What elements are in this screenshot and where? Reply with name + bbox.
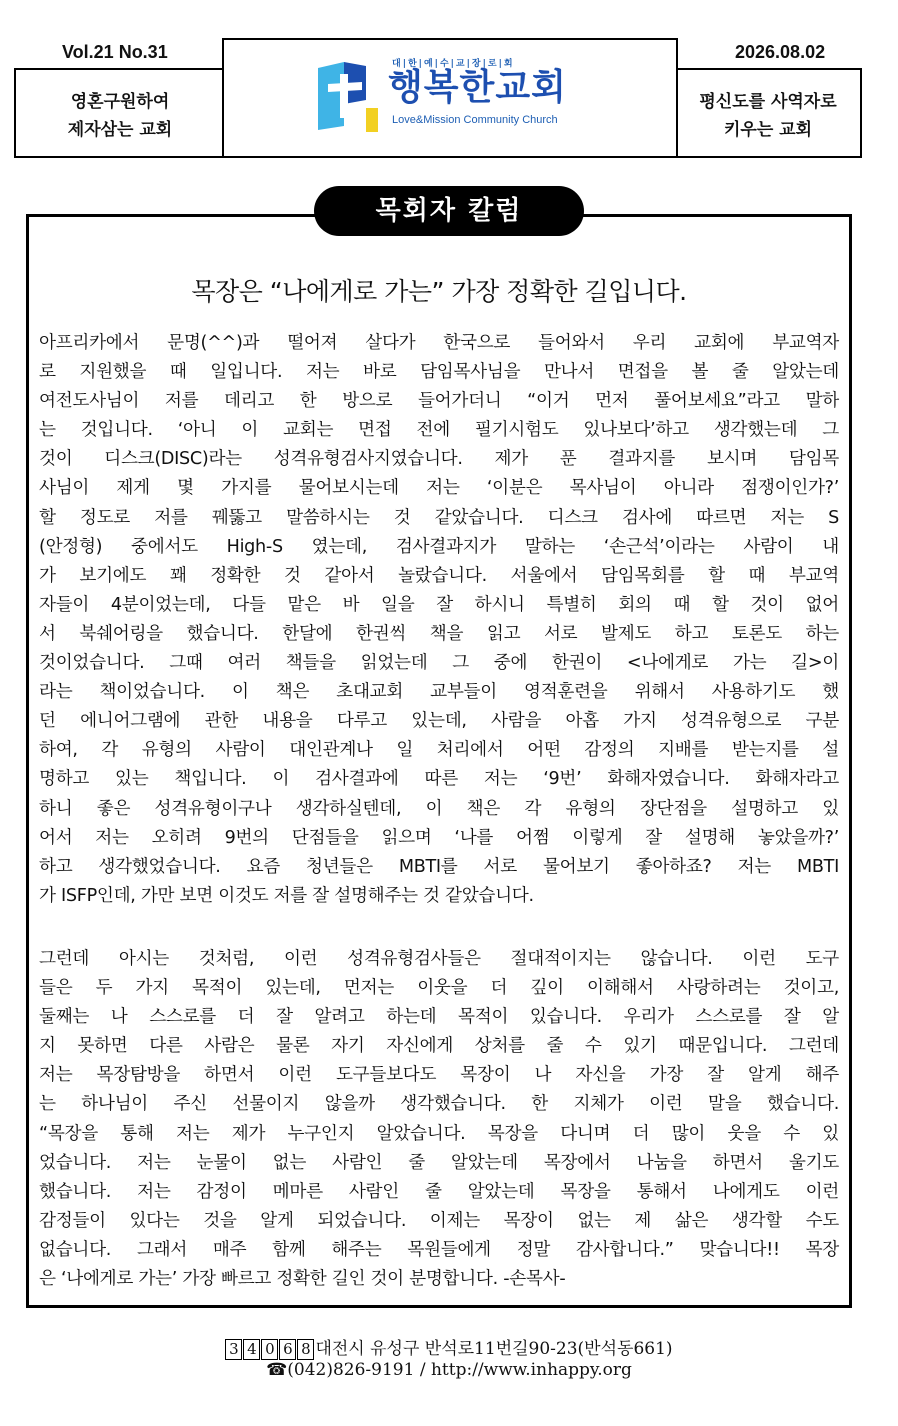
slogan-right-box <box>676 68 862 158</box>
logo-tagline: 대|한|예|수|교|장|로|회 <box>392 59 515 69</box>
slogan-left-line-2: 제자삼는 교회 <box>67 120 173 140</box>
slogan-right <box>676 88 860 144</box>
column-text-line: 었습니다. 저는 눈물이 없는 사람인 줄 알았는데 목장에서 나눔을 하면서 울기도 <box>39 1152 839 1173</box>
column-text-line: 것이 디스크(DISC)라는 성격유형검사지였습니다. 제가 푼 결과지를 보시며 담임목 <box>39 449 839 470</box>
telephone-icon: ☎ <box>266 1360 288 1380</box>
slogan-right-line-1: 평신도를 사역자로 <box>699 92 837 112</box>
zip-digit: 8 <box>297 1339 314 1360</box>
column-text-line: (안정형) 중에서도 High-S 였는데, 검사결과지가 말하는 ‘손근석’이라는 사람이 내 <box>39 536 839 557</box>
column-banner: 목회자 칼럼 <box>314 186 584 236</box>
column-text-line: 가 ISFP인데, 가만 보면 이것도 저를 잘 설명해주는 것 같았습니다. <box>39 885 534 906</box>
slogan-left-line-1: 영혼구원하여 <box>70 92 170 112</box>
column-text-line: 감정들이 있다는 것을 알게 되었습니다. 이제는 목장이 없는 제 삶은 생각할 수도 <box>39 1210 839 1231</box>
column-text-line: 어서 저는 오히려 9번의 단점들을 읽으며 ‘나를 어쩜 이렇게 잘 설명해 놓았을까?’ <box>39 827 839 848</box>
column-text-line: 할 정도로 저를 꿰뚫고 말씀하시는 것 같았습니다. 디스크 검사에 따르면 저는 S <box>39 507 839 528</box>
footer-contact-line <box>0 1360 898 1380</box>
column-text-line: 서 북쉐어링을 했습니다. 한달에 한권씩 책을 읽고 서로 발제도 하고 토론도 하는 <box>39 623 839 644</box>
church-logo <box>316 56 586 140</box>
column-text-line: “목장을 통해 저는 제가 누구인지 알았습니다. 목장을 다니며 더 많이 웃을 수 있 <box>39 1123 839 1144</box>
column-text-line: 했습니다. 저는 감정이 메마른 사람인 줄 알았는데 목장을 통해서 나에게도 이런 <box>39 1181 839 1202</box>
cross-logo-icon <box>316 60 380 132</box>
column-paragraph-1 <box>39 329 839 911</box>
column-text-line: 가 보기에도 꽤 정확한 것 같아서 놀랐습니다. 서울에서 담임목회를 할 때 부교역 <box>39 565 839 586</box>
slogan-left <box>16 88 224 144</box>
column-text-line: 둘째는 나 스스로를 더 잘 알려고 하는데 목적이 있습니다. 우리가 스스로를 잘 알 <box>39 1007 839 1028</box>
footer-contact: (042)826-9191 / http://www.inhappy.org <box>287 1360 632 1380</box>
issue-date: 2026.08.02 <box>735 42 826 62</box>
column-text-line: 은 ‘나에게로 가는’ 가장 빠르고 정확한 길인 것이 분명합니다. -손목사- <box>39 1269 566 1290</box>
column-text-line: 명하고 있는 책입니다. 이 검사결과에 따른 저는 ‘9번’ 화해자였습니다. 화해자라고 <box>39 769 839 790</box>
column-text-line: 는 하나님이 주신 선물이지 않을까 생각했습니다. 한 지체가 이런 말을 했습니다. <box>39 1094 839 1115</box>
logo-box <box>222 38 678 158</box>
column-text-line: 로 지원했을 때 일입니다. 저는 바로 담임목사님을 만나서 면접을 볼 줄 알았는데 <box>39 362 839 383</box>
footer-address-line <box>0 1334 898 1360</box>
column-text-line: 그런데 아시는 것처럼, 이런 성격유형검사들은 절대적이지는 않습니다. 이런 도구 <box>39 949 839 969</box>
logo-church-name: 행복한교회 <box>388 67 567 108</box>
column-text-line: 라는 책이었습니다. 이 책은 초대교회 교부들이 영적훈련을 위해서 사용하기도 했 <box>39 682 839 703</box>
column-text-line: 들은 두 가지 목적이 있는데, 먼저는 이웃을 더 깊이 이해해서 사랑하려는 것이고, <box>39 978 839 999</box>
column-text-line: 없습니다. 그래서 매주 함께 해주는 목원들에게 정말 감사합니다.” 맞습니다!! 목장 <box>39 1239 839 1260</box>
zip-digit: 4 <box>243 1339 260 1360</box>
column-text-line: 사님이 제게 몇 가지를 물어보시는데 저는 ‘이분은 목사님이 아니라 점쟁이인가?’ <box>39 478 839 499</box>
zip-code <box>225 1339 315 1359</box>
column-text-line: 지 못하면 다른 사람은 물론 자기 자신에게 상처를 줄 수 있기 때문입니다. 그런데 <box>39 1036 839 1057</box>
zip-digit: 0 <box>261 1339 278 1360</box>
column-text-line: 것이었습니다. 그때 여러 책들을 읽었는데 그 중에 한권이 <나에게로 가는 길>이 <box>39 653 839 674</box>
column-title: 목장은 “나에게로 가는” 가장 정확한 길입니다. <box>191 277 687 306</box>
column-text-line: 하니 좋은 성격유형이구나 생각하실텐데, 이 책은 각 유형의 장단점을 설명하고 있 <box>39 798 839 819</box>
zip-digit: 6 <box>279 1339 296 1360</box>
volume-number: Vol.21 No.31 <box>62 42 168 62</box>
column-text-line: 자들이 4분이었는데, 다들 맡은 바 일을 잘 하시니 특별히 회의 때 할 것이 없어 <box>39 594 839 615</box>
column-text-line: 여전도사님이 저를 데리고 한 방으로 들어가더니 “이거 먼저 풀어보세요”라고 말하 <box>39 391 839 412</box>
logo-english-name: Love&Mission Community Church <box>392 114 558 126</box>
column-text-line: 던 에니어그램에 관한 내용을 다루고 있는데, 사람을 아홉 가지 성격유형으로 구분 <box>39 711 839 732</box>
column-text-line: 하여, 각 유형의 사람이 대인관계나 일 처리에서 어떤 감정의 지배를 받는지를 설 <box>39 740 839 761</box>
slogan-left-box <box>14 68 224 158</box>
zip-digit: 3 <box>225 1339 242 1360</box>
footer-address: 대전시 유성구 반석로11번길90-23(반석동661) <box>315 1339 673 1359</box>
column-text-line: 아프리카에서 문명(^^)과 떨어져 살다가 한국으로 들어와서 우리 교회에 부교역자 <box>39 333 839 353</box>
column-text-line: 저는 목장탐방을 하면서 이런 도구들보다도 목장이 나 자신을 가장 잘 알게 해주 <box>39 1065 839 1086</box>
slogan-right-line-2: 키우는 교회 <box>723 120 813 140</box>
column-text-line: 는 것입니다. ‘아니 이 교회는 면접 전에 필기시험도 있나보다’하고 생각했는데 그 <box>39 420 839 441</box>
column-paragraph-2 <box>39 945 839 1294</box>
column-text-line: 하고 생각했었습니다. 요즘 청년들은 MBTI를 서로 물어보기 좋아하죠? 저는 MBTI <box>39 856 839 877</box>
